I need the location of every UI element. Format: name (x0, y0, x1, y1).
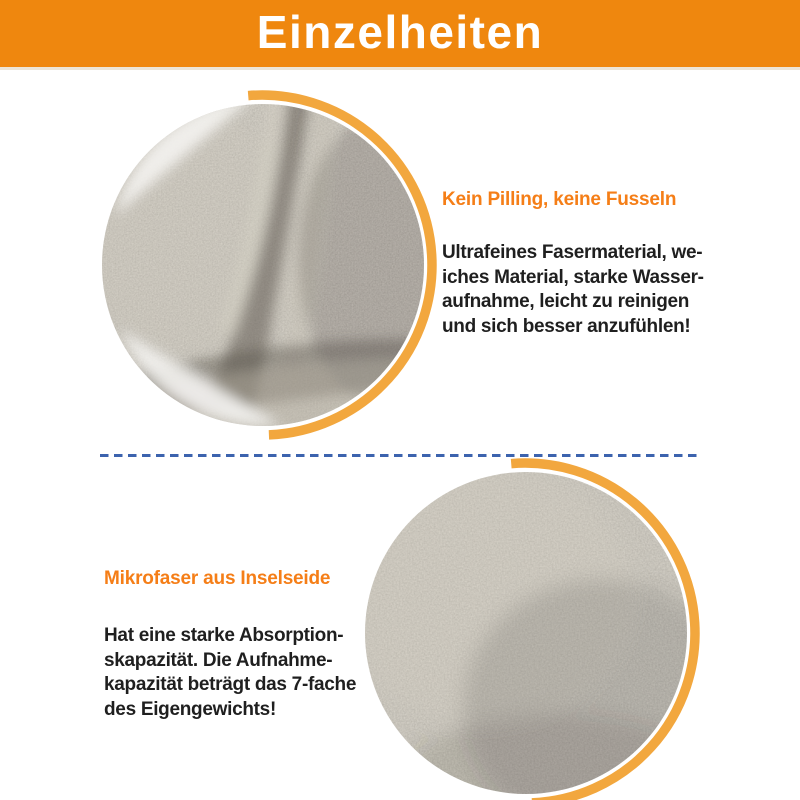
body-line: kapazität beträgt das 7-fache (104, 674, 357, 695)
feature-body-top (442, 241, 722, 339)
body-line: und sich besser anzufühlen! (442, 315, 691, 337)
feature-body-bottom (104, 624, 434, 722)
header-banner (0, 0, 800, 70)
feature-block-top (442, 188, 722, 339)
page-title: Einzelheiten (256, 5, 544, 58)
body-line: Hat eine starke Absorption- (104, 625, 344, 646)
body-line: aufnahme, leicht zu reinigen (442, 291, 690, 312)
body-line: iches Material, starke Wasser- (442, 266, 704, 288)
body-line: Ultrafeines Fasermaterial, we- (442, 242, 703, 263)
body-line: des Eigengewichts! (104, 698, 276, 720)
feature-heading-bottom: Mikrofaser aus Inselseide (104, 568, 331, 589)
body-line: skapazität. Die Aufnahme- (104, 649, 333, 671)
feature-heading-top: Kein Pilling, keine Fusseln (442, 189, 677, 210)
feature-block-bottom (104, 567, 434, 722)
product-photo-top (83, 85, 443, 445)
